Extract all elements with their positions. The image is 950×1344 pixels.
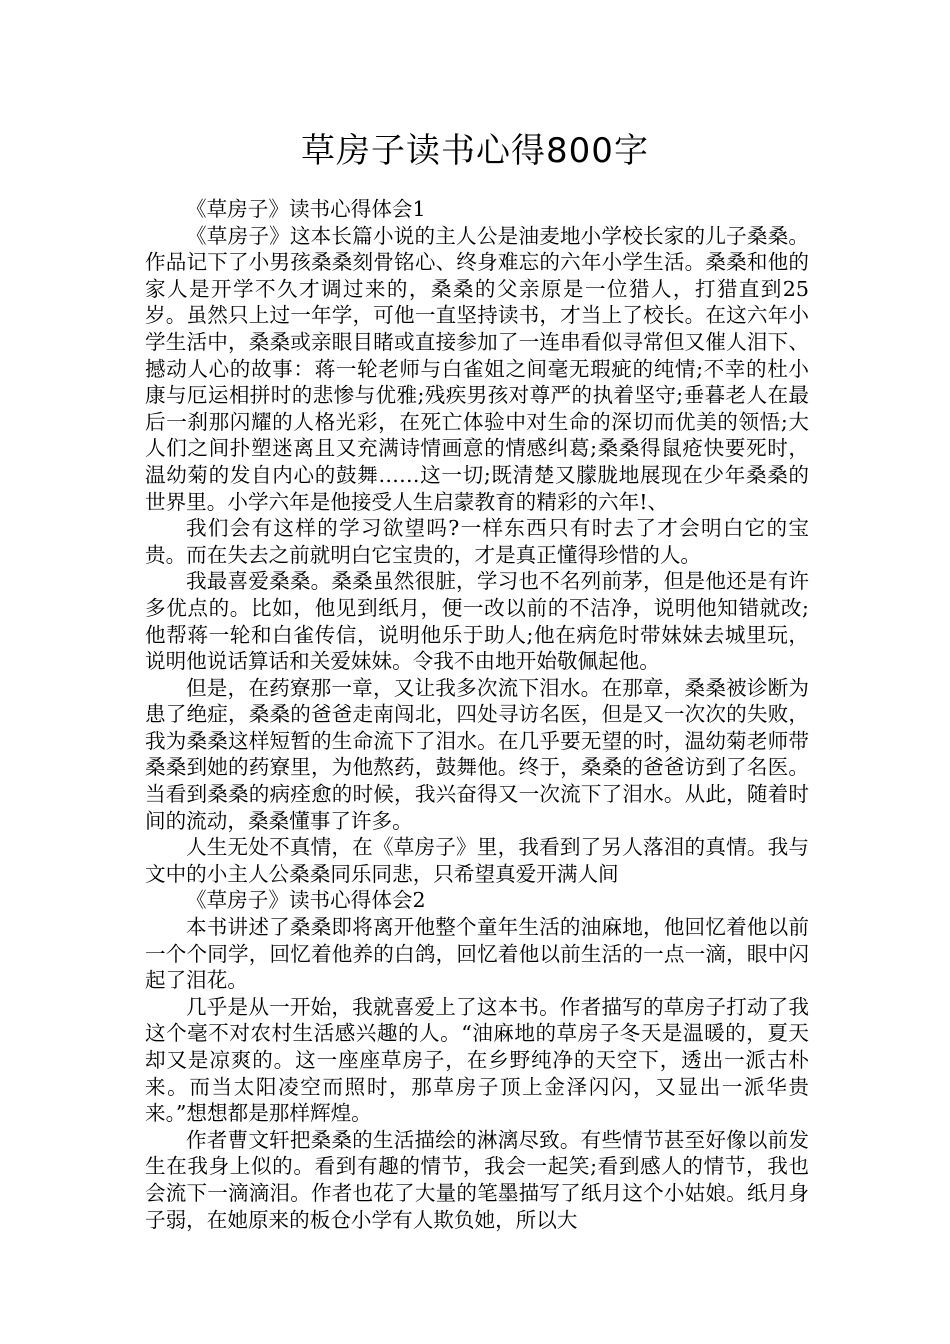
paragraph: 本书讲述了桑桑即将离开他整个童年生活的油麻地，他回忆着他以前一个个同学，回忆着他养的白鸽，回忆着他以前生活的一点一滴，眼中闪起了泪花。 [145,915,809,993]
paragraph: 但是，在药寮那一章，又让我多次流下泪水。在那章，桑桑被诊断为患了绝症，桑桑的爸爸走南闯北，四处寻访名医，但是又一次次的失败，我为桑桑这样短暂的生命流下了泪水。在几乎要无望的时，温幼菊老师带桑桑到她的药寮里，为他熬药，鼓舞他。终于，桑桑的爸爸访到了名医。当看到桑桑的病痊愈的时候，我兴奋得又一次流下了泪水。从此，随着时间的流动，桑桑懂事了许多。 [145,675,809,833]
document-body [145,196,809,1233]
paragraph: 《草房子》这本长篇小说的主人公是油麦地小学校长家的儿子桑桑。作品记下了小男孩桑桑刻骨铭心、终身难忘的六年小学生活。桑桑和他的家人是开学不久才调过来的，桑桑的父亲原是一位猎人，打猎直到25岁。虽然只上过一年学，可他一直坚持读书，才当上了校长。在这六年小学生活中，桑桑或亲眼目睹或直接参加了一连串看似寻常但又催人泪下、撼动人心的故事：蒋一轮老师与白雀姐之间毫无瑕疵的纯情;不幸的杜小康与厄运相拼时的悲惨与优雅;残疾男孩对尊严的执着坚守;垂暮老人在最后一刹那闪耀的人格光彩，在死亡体验中对生命的深切而优美的领悟;大人们之间扑塑迷离且又充满诗情画意的情感纠葛;桑桑得鼠疮快要死时，温幼菊的发自内心的鼓舞……这一切;既清楚又朦胧地展现在少年桑桑的世界里。小学六年是他接受人生启蒙教育的精彩的六年!、 [145,223,809,514]
paragraph: 几乎是从一开始，我就喜爱上了这本书。作者描写的草房子打动了我这个毫不对农村生活感兴趣的人。“油麻地的草房子冬天是温暖的，夏天却又是凉爽的。这一座座草房子，在乡野纯净的天空下，透出一派古朴来。而当太阳凌空而照时，那草房子顶上金泽闪闪，又显出一派华贵来。”想想都是那样辉煌。 [145,994,809,1126]
paragraph: 作者曹文轩把桑桑的生活描绘的淋漓尽致。有些情节甚至好像以前发生在我身上似的。看到有趣的情节，我会一起笑;看到感人的情节，我也会流下一滴滴泪。作者也花了大量的笔墨描写了纸月这个小姑娘。纸月身子弱，在她原来的板仓小学有人欺负她，所以大 [145,1127,809,1232]
paragraph: 人生无处不真情，在《草房子》里，我看到了另人落泪的真情。我与文中的小主人公桑桑同乐同悲，只希望真爱开满人间 [145,835,809,886]
section-heading-2: 《草房子》读书心得体会2 [186,888,426,913]
document-title: 草房子读书心得800字 [301,131,649,171]
paragraph: 我们会有这样的学习欲望吗?一样东西只有时去了才会明白它的宝贵。而在失去之前就明白它宝贵的，才是真正懂得珍惜的人。 [145,516,809,567]
section-heading-1: 《草房子》读书心得体会1 [186,197,426,221]
paragraph: 我最喜爱桑桑。桑桑虽然很脏，学习也不名列前茅，但是他还是有许多优点的。比如，他见到纸月，便一改以前的不洁净，说明他知错就改;他帮蒋一轮和白雀传信，说明他乐于助人;他在病危时带妹妹去城里玩，说明他说话算话和关爱妹妹。令我不由地开始敬佩起他。 [145,569,809,674]
